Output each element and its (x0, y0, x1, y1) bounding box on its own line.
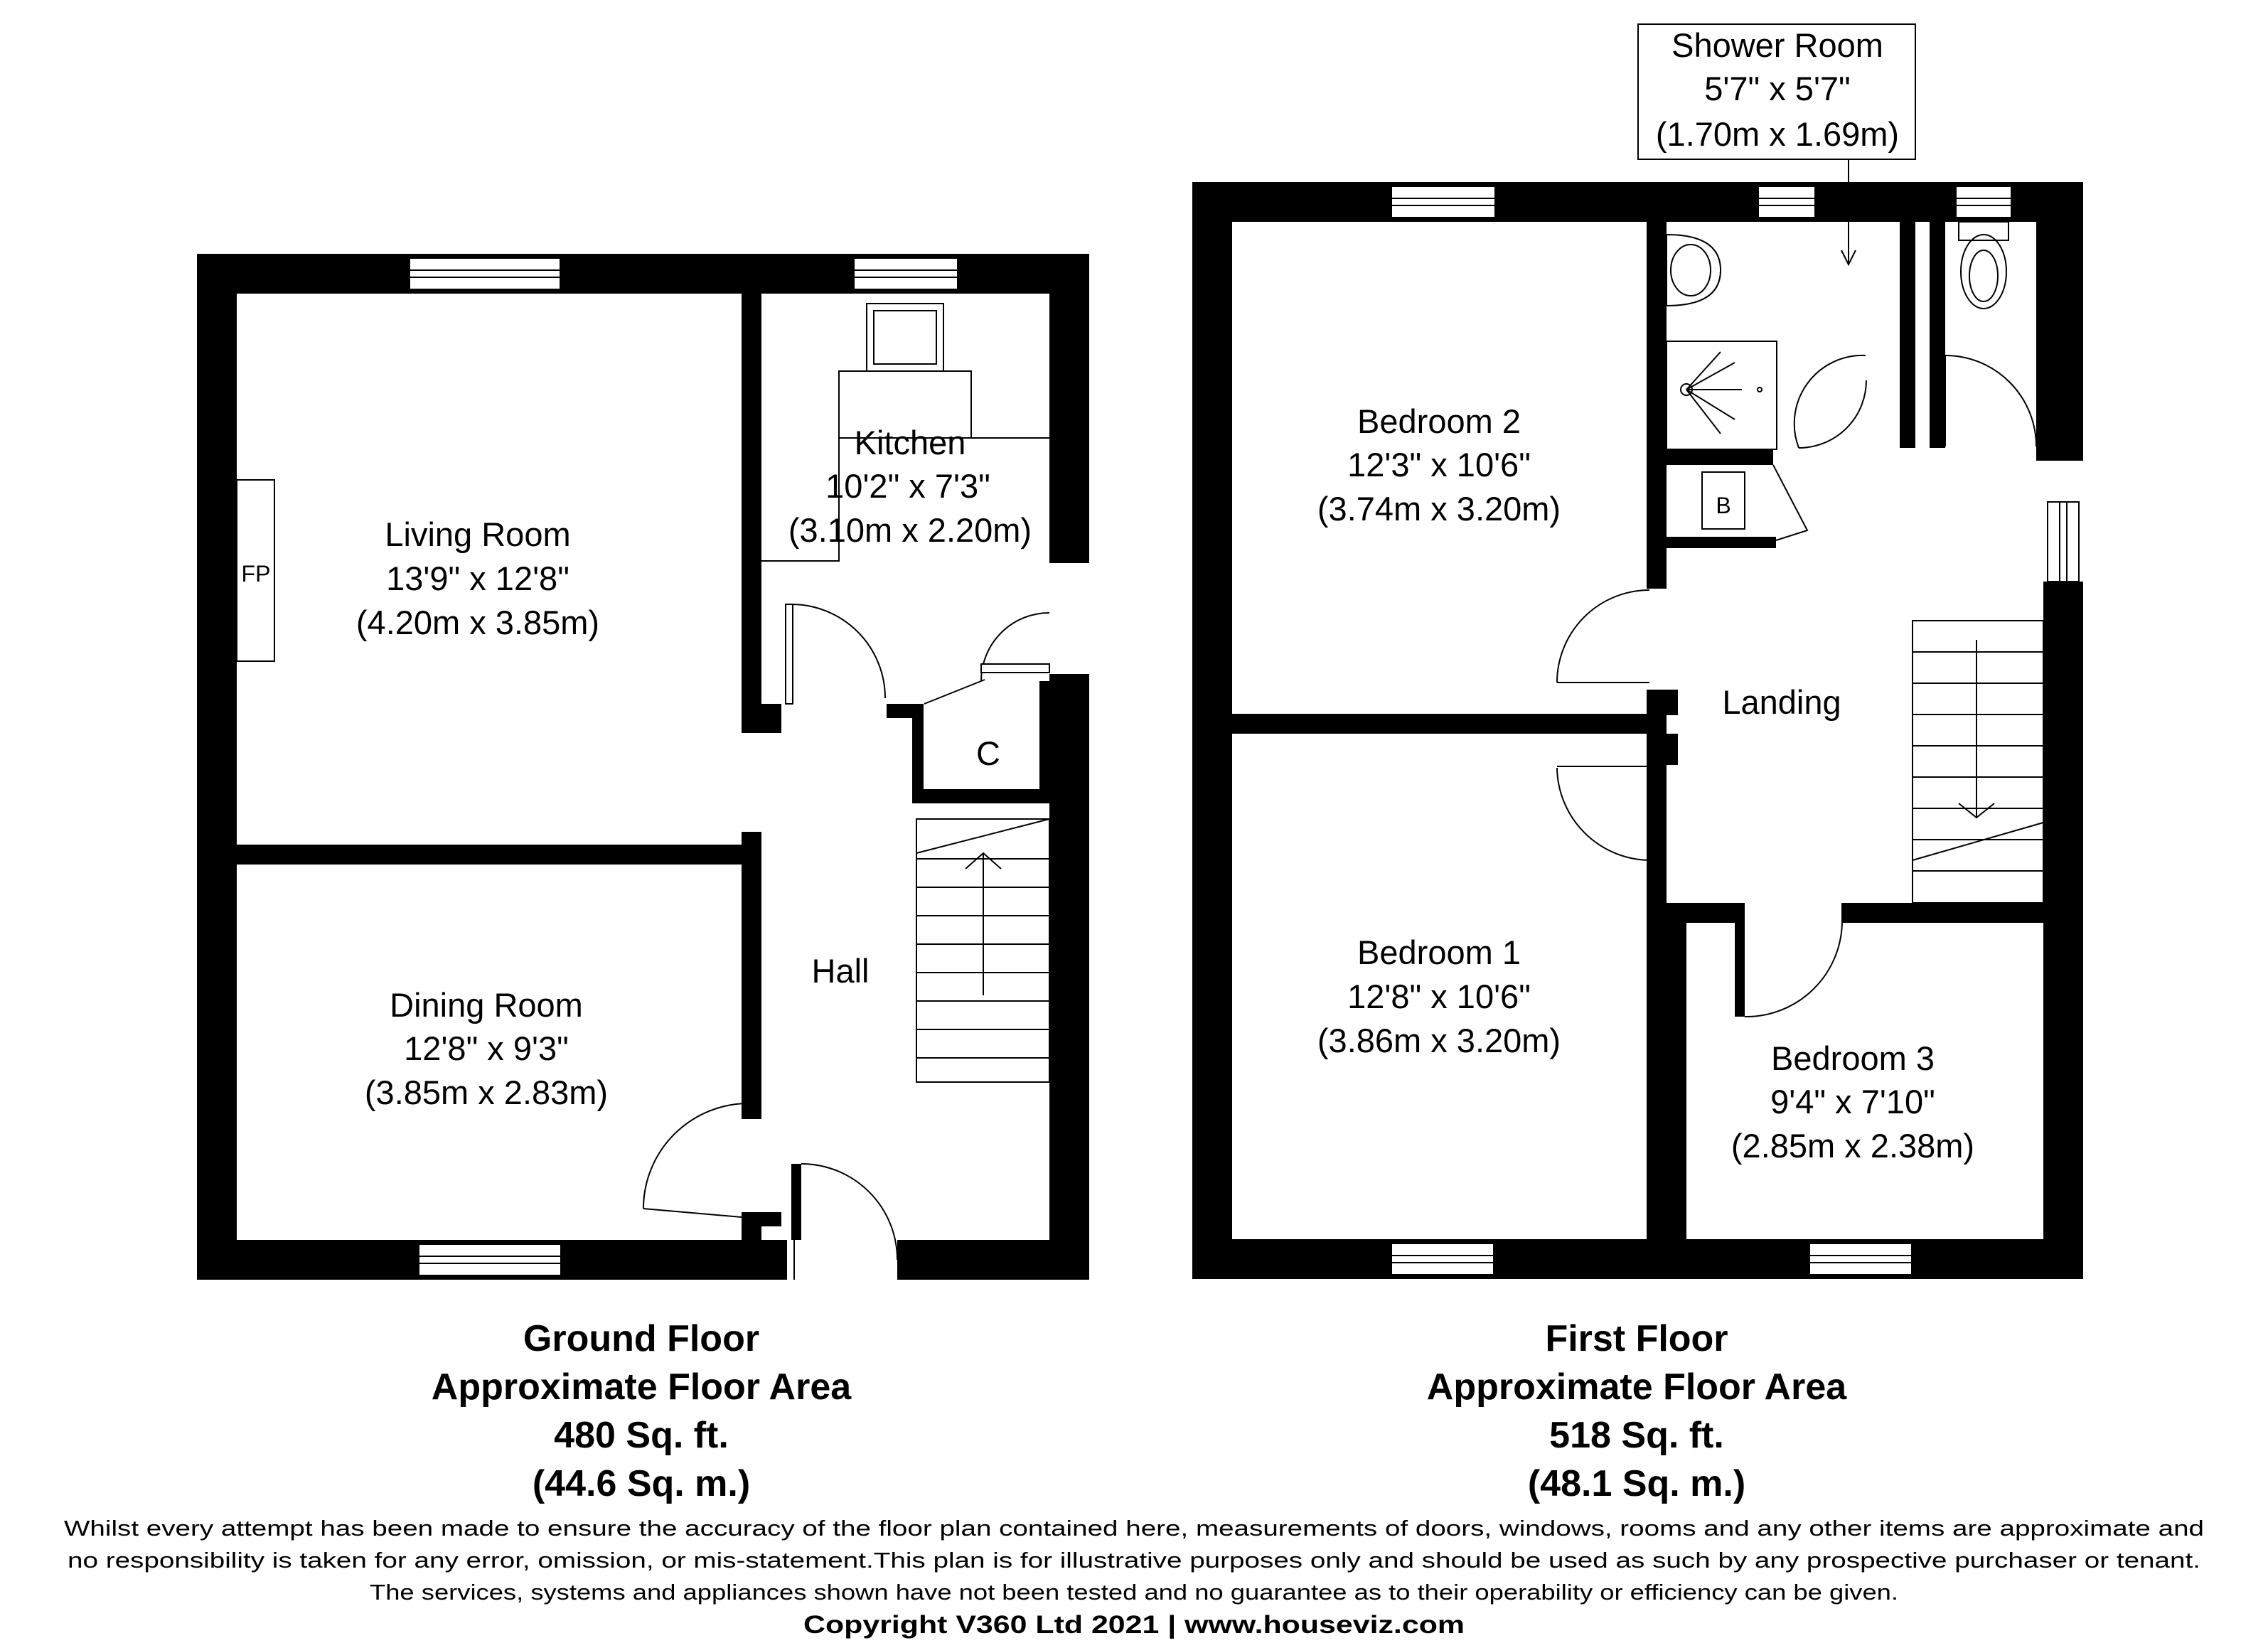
door-swing (981, 613, 1049, 681)
floor-area-sqm: (44.6 Sq. m.) (532, 1463, 751, 1504)
window (1391, 186, 1495, 218)
ground-floor-doors (643, 604, 1049, 1280)
door-swing (1945, 355, 2036, 446)
dining-room-label (365, 986, 608, 1111)
room-size-metric: (2.85m x 2.38m) (1731, 1127, 1975, 1165)
room-name: Living Room (385, 515, 571, 553)
bedroom-1-label (1317, 933, 1561, 1059)
door-swing (786, 604, 885, 704)
room-size-metric: (1.70m x 1.69m) (1655, 115, 1900, 153)
disclaimer (64, 1516, 2204, 1605)
window (854, 258, 958, 289)
room-name: Kitchen (854, 424, 966, 461)
basin (1667, 235, 1721, 306)
living-room-label (356, 515, 599, 641)
window (1809, 1243, 1912, 1275)
first-floor-caption (1427, 1318, 1847, 1504)
window (410, 258, 560, 289)
ground-floor-windows (410, 258, 958, 1275)
room-name: Bedroom 3 (1771, 1039, 1935, 1077)
room-size-metric: (3.10m x 2.20m) (788, 511, 1032, 549)
window (2048, 502, 2079, 582)
door-swing (643, 1103, 749, 1217)
floor-area-title: Approximate Floor Area (431, 1366, 852, 1408)
disclaimer-line: no responsibility is taken for any error, omission, or mis-statement.This plan is for illustrative purposes only and should be used as such by any prospective purchaser or tenant. (68, 1548, 2200, 1573)
first-floor-fixtures (1667, 159, 2043, 903)
room-size-imperial: 12'3" x 10'6" (1347, 446, 1531, 483)
room-size-imperial: 13'9" x 12'8" (386, 560, 569, 597)
ground-floor-walls (197, 254, 1089, 1280)
room-name: Bedroom 1 (1357, 933, 1521, 971)
door-swing (1794, 355, 1866, 448)
first-floor-plan (1192, 24, 2083, 1279)
ground-floor-caption (432, 1318, 852, 1504)
disclaimer-line: The services, systems and appliances shown have not been tested and no guarantee as to their operability or efficiency can be given. (370, 1580, 1898, 1605)
bedroom-3-label (1731, 1039, 1974, 1165)
room-size-imperial: 12'8" x 10'6" (1347, 978, 1531, 1015)
door-swing (1557, 766, 1649, 860)
bedroom-2-label (1317, 402, 1561, 528)
floor-area-sqft: 480 Sq. ft. (554, 1415, 729, 1456)
room-name: Dining Room (390, 986, 583, 1024)
fireplace-label: FP (241, 561, 271, 587)
floor-area-sqft: 518 Sq. ft. (1549, 1415, 1724, 1456)
room-size-metric: (3.74m x 3.20m) (1317, 490, 1561, 528)
room-size-metric: (3.86m x 3.20m) (1317, 1022, 1561, 1059)
first-floor-walls (1192, 182, 2083, 1279)
shower-room-label (1638, 24, 1915, 159)
window (1391, 1243, 1494, 1275)
room-size-imperial: 12'8" x 9'3" (404, 1029, 569, 1067)
floor-name: Ground Floor (523, 1318, 760, 1359)
room-size-imperial: 9'4" x 7'10" (1770, 1083, 1935, 1120)
ground-floor-plan (197, 254, 1089, 1280)
kitchen-label (788, 424, 1032, 549)
window (1758, 186, 1815, 218)
room-size-metric: (3.85m x 2.83m) (364, 1074, 609, 1111)
boiler-label: B (1716, 493, 1731, 518)
shower-tray (1667, 341, 1777, 449)
toilet (1959, 222, 2008, 309)
window (1956, 186, 2011, 218)
room-size-imperial: 5'7" x 5'7" (1704, 70, 1851, 107)
room-size-metric: (4.20m x 3.85m) (355, 604, 600, 641)
hall-label: Hall (811, 952, 870, 990)
cupboard-label: C (976, 734, 1000, 772)
disclaimer-line: Whilst every attempt has been made to ensure the accuracy of the floor plan contained here, measurements of doors, windows, rooms and any other items are approximate and (64, 1516, 2204, 1541)
copyright: Copyright V360 Ltd 2021 | www.houseviz.com (803, 1611, 1465, 1639)
door-swing (794, 1164, 897, 1280)
window (419, 1244, 561, 1275)
sink (867, 304, 943, 371)
door-swing (1557, 590, 1649, 683)
first-floor-stairs (1913, 621, 2043, 903)
landing-label: Landing (1722, 683, 1841, 721)
room-name: Shower Room (1671, 26, 1883, 64)
room-name: Bedroom 2 (1357, 402, 1521, 440)
ground-floor-stairs (916, 819, 1049, 1082)
floor-area-sqm: (48.1 Sq. m.) (1527, 1463, 1746, 1504)
floor-name: First Floor (1545, 1318, 1728, 1359)
door-swing (1745, 921, 1842, 1017)
room-size-imperial: 10'2" x 7'3" (825, 467, 990, 505)
floor-area-title: Approximate Floor Area (1426, 1366, 1847, 1408)
